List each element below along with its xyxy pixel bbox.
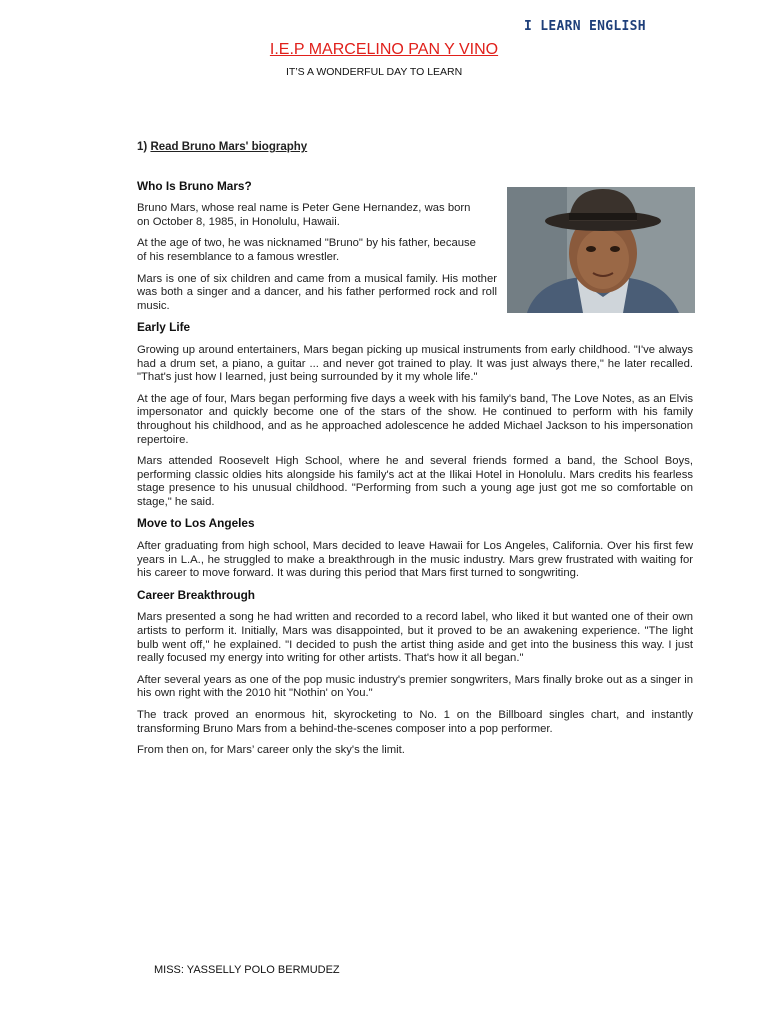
motto: IT’S A WONDERFUL DAY TO LEARN [286,66,463,78]
paragraph: Bruno Mars, whose real name is Peter Gene Hernandez, was born on October 8, 1985, in Honolulu, Hawaii. [137,202,471,228]
task-text: Read Bruno Mars' biography [150,141,308,153]
biography-content [137,141,693,766]
paragraph: Mars attended Roosevelt High School, where he and several friends formed a band, the School Boys, performing classic oldies hits alongside his family's act at the Ilikai Hotel in Honolulu. Mars credits his fearless stage presence to his unusual childhood. "Performing from such a young age just got me so comfortable on stage," he said. [137,455,693,508]
paragraph: From then on, for Mars’ career only the sky's the limit. [137,744,405,757]
bruno-mars-photo [507,187,695,313]
paragraph: Mars is one of six children and came from a musical family. His mother was both a singer and a dancer, and his father performed rock and roll music. [137,272,497,312]
teacher-name: MISS: YASSELLY POLO BERMUDEZ [154,964,340,976]
paragraph: At the age of two, he was nicknamed "Bruno" by his father, because of his resemblance to a famous wrestler. [137,237,476,263]
section-title-move: Move to Los Angeles [137,516,255,531]
section-title-who: Who Is Bruno Mars? [137,178,252,193]
paragraph: At the age of four, Mars began performing five days a week with his family's band, The Love Notes, as an Elvis impersonator and quickly become one of the stars of the show. He continued to perform with his family throughout his childhood, and as he approached adolescence he added Michael Jackson to his impersonation repertoire. [137,392,693,446]
top-right-label: I LEARN ENGLISH [524,19,646,34]
paragraph: Mars presented a song he had written and recorded to a record label, who liked it but wanted one of their own artists to perform it. Initially, Mars was disappointed, but it proved to be an awakening experience. "The light bulb went off," he explained. "I decided to push the artist thing aside and get into the business this way. I just really focused my energy into writing for other artists. That's how it all began." [137,611,693,665]
portrait-image [507,187,695,313]
section-title-early-life: Early Life [137,320,191,335]
paragraph: After graduating from high school, Mars decided to leave Hawaii for Los Angeles, California. Over his first few years in L.A., he struggled to make a breakthrough in the music industry. Mars grew frustrated with waiting for his career to move forward. It was during this period that Mars first turned to songwriting. [137,540,693,580]
task-instruction [137,141,693,155]
paragraph: The track proved an enormous hit, skyrocketing to No. 1 on the Billboard singles chart, and instantly transforming Bruno Mars from a behind-the-scenes composer into a pop performer. [137,709,693,735]
school-title: I.E.P MARCELINO PAN Y VINO [269,41,499,58]
task-number: 1) [137,141,148,153]
paragraph: After several years as one of the pop music industry's premier songwriters, Mars finally broke out as a singer in his own right with the 2010 hit "Nothin' on You." [137,673,693,700]
paragraph: Growing up around entertainers, Mars began picking up musical instruments from early childhood. "I've always had a drum set, a piano, a guitar ... and never got trained to play. It was just always there," he later recalled. "That's just how I learned, just being surrounded by it my whole life." [137,343,693,384]
section-title-career: Career Breakthrough [137,587,256,602]
